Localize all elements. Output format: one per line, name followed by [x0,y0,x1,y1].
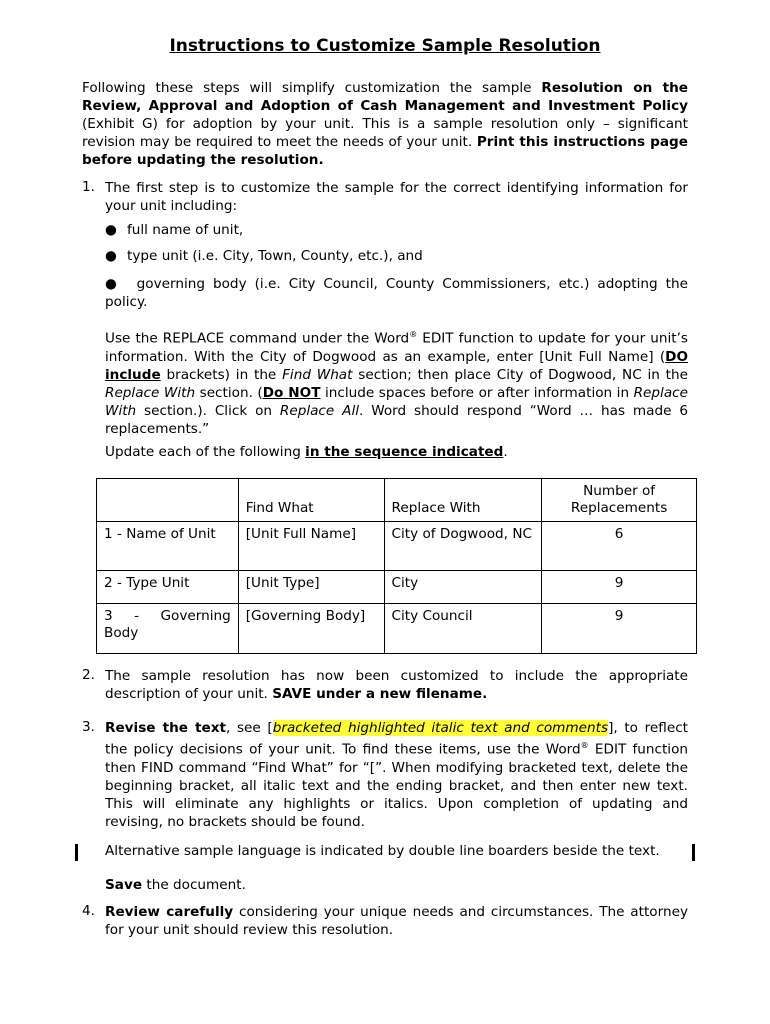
table-header-cell [97,479,239,522]
replacement-table [96,478,697,654]
table-cell: City of Dogwood, NC [384,522,542,571]
bullet-item: full name of unit, [127,222,244,238]
intro-text-2: (Exhibit G) for adoption by your unit. This is a sample resolution only – significant revision may be required to meet the needs of your unit. [82,116,688,150]
intro-text: Following these steps will simplify customization the sample [82,80,542,96]
table-cell: City [384,571,542,604]
bullet-item: type unit (i.e. City, Town, County, etc.), and [127,248,423,264]
table-cell: 6 [542,522,697,571]
table-cell: 1 - Name of Unit [97,522,239,571]
table-cell: [Unit Type] [238,571,384,604]
intro-print-note: Print this instructions page before updating the resolution. [82,134,689,168]
table-header-cell: Find What [238,479,384,522]
table-header-row [97,479,697,522]
table-header-cell: Replace With [384,479,542,522]
double-line-border-left [75,844,78,861]
intro-paragraph [82,79,688,169]
table-row [97,604,697,654]
table-row [97,571,697,604]
step-1-number: 1. [82,179,95,195]
table-header-cell: Number of Replacements [542,479,697,522]
bullet-item: ● governing body (i.e. City Council, County Commissioners, etc.) adopting the policy. [105,276,688,310]
table-cell: 9 [542,571,697,604]
step-4-text: Review carefully considering your unique needs and circumstances. The attorney for your unit should review this resolution. [105,904,688,938]
table-cell: City Council [384,604,542,654]
step-3-text: Revise the text, see [bracketed highlighted italic text and comments], to reflect the policy decisions of your unit. To find these items, use the Word® EDIT function then FIND command “Find What” for “[”. When modifying bracketed text, delete the beginning bracket, all italic text and the ending bracket, and then enter new text. This will eliminate any highlights or italics. Upon completion of updating and revising, no brackets should be found. [105,720,689,830]
step-3-number: 3. [82,719,95,735]
intro-resolution-name: Resolution on the Review, Approval and Adoption of Cash Management and Investment Policy [82,80,688,114]
bullet-icon: ● [105,222,117,238]
save-note: Save the document. [105,877,246,893]
table-cell: 2 - Type Unit [97,571,239,604]
alternative-language-note: Alternative sample language is indicated by double line boarders beside the text. [105,843,660,859]
table-cell: [Governing Body] [238,604,384,654]
step-4-number: 4. [82,903,95,919]
step-2-number: 2. [82,667,95,683]
table-cell: [Unit Full Name] [238,522,384,571]
page-title: Instructions to Customize Sample Resolution [169,36,601,56]
highlighted-text: bracketed highlighted italic text and comments [272,720,609,736]
table-cell: 3 - Governing Body [97,604,239,654]
update-sequence-note: Update each of the following in the sequence indicated. [105,444,508,460]
replace-instructions: Use the REPLACE command under the Word® EDIT function to update for your unit’s information. With the City of Dogwood as an example, enter [Unit Full Name] (DO include brackets) in the Find What section; then place City of Dogwood, NC in the Replace With section. (Do NOT include spaces before or after information in Replace With section.). Click on Replace All. Word should respond “Word … has made 6 replacements.” [105,330,689,437]
step-2-text: The sample resolution has now been customized to include the appropriate description of your unit. SAVE under a new filename. [105,668,688,702]
step-1-text: The first step is to customize the sample for the correct identifying information for your unit including: [105,180,688,214]
double-line-border-right [692,844,695,861]
table-cell: 9 [542,604,697,654]
table-row [97,522,697,571]
bullet-icon: ● [105,276,137,292]
bullet-icon: ● [105,248,117,264]
